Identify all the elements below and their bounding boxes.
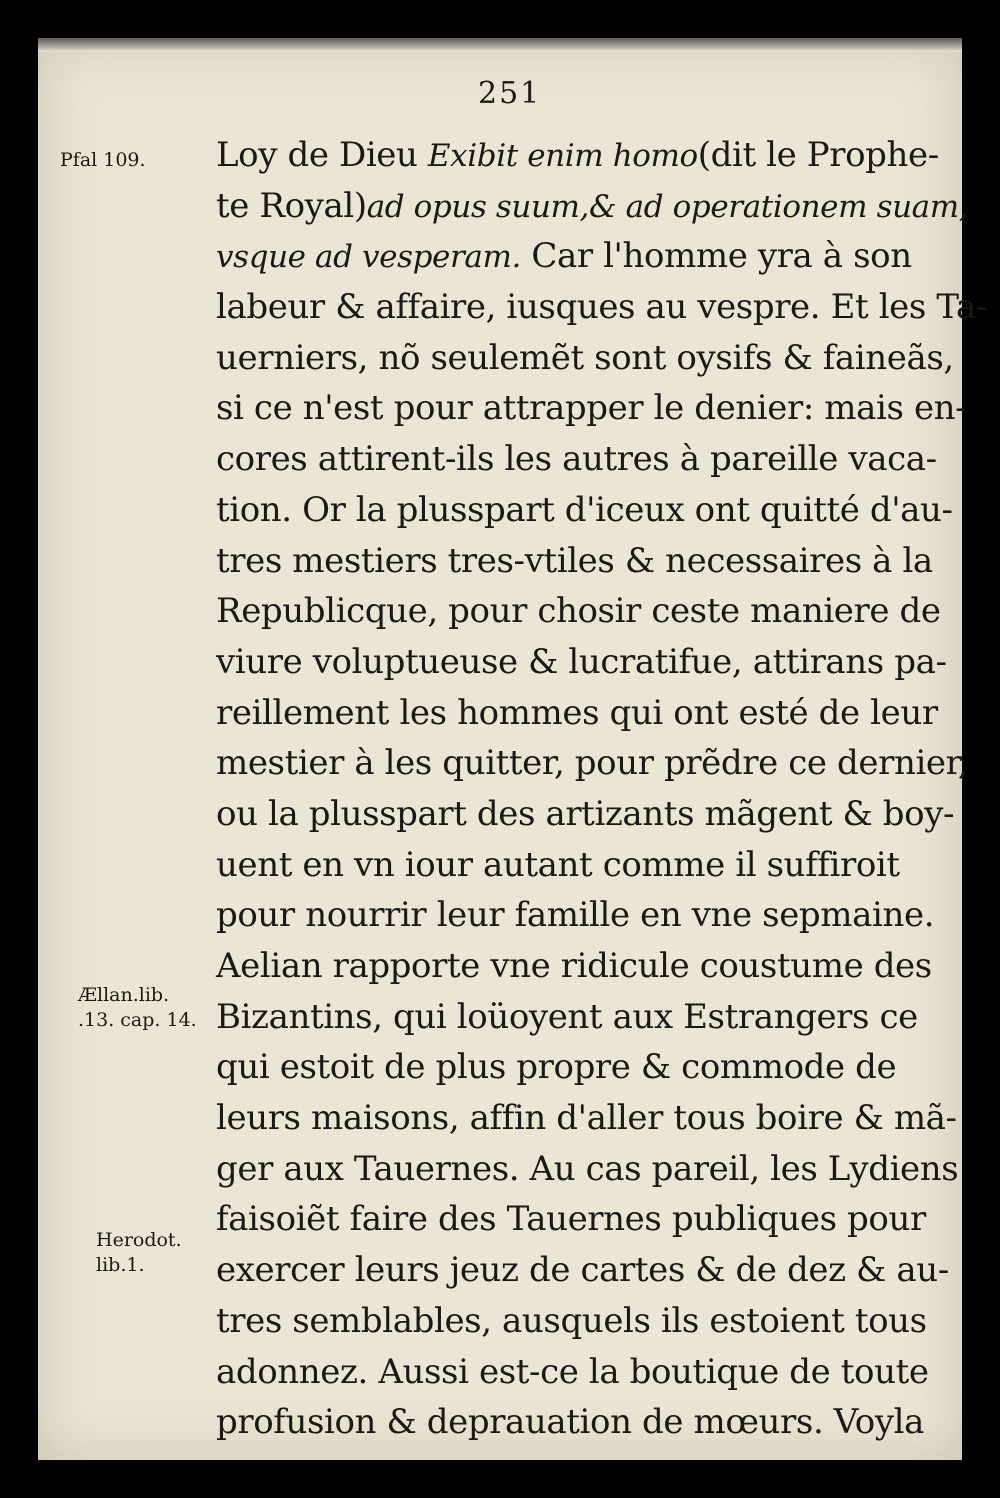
margin-note-psalm: Pfal 109. (60, 149, 146, 171)
text-line-roman: uerniers, nõ seulemẽt sont oysifs & faineãs, (216, 337, 954, 378)
page-number: 251 (478, 76, 542, 111)
text-line-roman: ou la plusspart des artizants mãgent & boy- (216, 793, 955, 834)
text-line (216, 333, 954, 384)
text-line-roman: cores attirent-ils les autres à pareille vaca- (216, 439, 937, 480)
text-line (216, 1042, 926, 1093)
text-line (216, 1144, 959, 1195)
text-line (216, 1296, 926, 1347)
text-line-tail: (dit le Prophe- (697, 135, 939, 175)
text-line-roman: si ce n'est pour attrapper le denier: mais en- (216, 388, 967, 429)
text-line-roman: leurs maisons, affin d'aller tous boire & mã- (216, 1098, 957, 1139)
text-line-roman: Loy de Dieu (216, 135, 428, 175)
text-line (216, 738, 969, 789)
text-line-roman: profusion & deprauation de mœurs. Voyla (216, 1402, 925, 1443)
text-line (216, 1093, 957, 1144)
text-line-italic: vsque ad vesperam. (216, 239, 521, 276)
text-line-roman: tion. Or la plusspart d'iceux ont quitté d'au- (216, 489, 953, 530)
text-line-roman: Bizantins, qui loüoyent aux Estrangers ce (216, 996, 918, 1037)
text-line-roman: qui estoit de plus propre & commode de (216, 1047, 897, 1088)
text-line (216, 688, 938, 739)
text-line (216, 840, 926, 891)
text-line-roman: mestier à les quitter, pour prẽdre ce dernier, (216, 743, 969, 784)
margin-note-line: .13. cap. 14. (78, 1009, 197, 1031)
margin-note-line: Ællan.lib. (78, 984, 170, 1006)
text-line (216, 231, 926, 282)
body-text (216, 130, 987, 1448)
text-line (216, 890, 935, 941)
text-line-italic: ad opus suum,& ad operationem suam, (366, 188, 969, 225)
margin-note-line: Herodot. (96, 1229, 182, 1251)
margin-note-herodot (96, 1228, 182, 1278)
text-line (216, 789, 955, 840)
text-line (216, 485, 953, 536)
margin-note-aelian (78, 983, 197, 1033)
text-line-tail: Car l'homme yra à son (520, 236, 912, 277)
text-line (216, 282, 987, 333)
text-line-roman: labeur & affaire, iusques au vespre. Et les Ta- (216, 287, 987, 328)
text-line-roman: ger aux Tauernes. Au cas pareil, les Lydiens (216, 1148, 959, 1189)
margin-note-line: lib.1. (96, 1254, 145, 1276)
text-line-roman: reillement les hommes qui ont esté de leur (216, 692, 938, 733)
text-line (216, 130, 939, 181)
text-line-roman: Aelian rapporte vne ridicule coustume des (216, 946, 932, 986)
text-line (216, 434, 937, 485)
text-line-roman: faisoiẽt faire des Tauernes publiques pour (216, 1199, 926, 1240)
text-line (216, 536, 933, 587)
text-line-roman: viure voluptueuse & lucratifue, attirans pa- (216, 641, 947, 682)
text-line-roman: uent en vn iour autant comme il suffiroit (216, 844, 900, 885)
text-line (216, 1397, 926, 1448)
book-page (38, 38, 987, 1460)
text-line (216, 383, 967, 434)
text-line (216, 1347, 929, 1398)
text-line-roman: tres mestiers tres-vtiles & necessaires à la (216, 540, 933, 581)
text-line-roman: Republicque, pour chosir ceste maniere de (216, 591, 941, 632)
text-line-italic: Exibit enim homo (427, 138, 698, 174)
text-line (216, 1194, 926, 1245)
text-line-roman: te Royal) (216, 185, 367, 226)
text-line (216, 992, 926, 1043)
text-line (216, 181, 969, 232)
text-line-roman: exercer leurs jeuz de cartes & de dez & au- (216, 1250, 949, 1291)
text-line (216, 1245, 949, 1296)
text-line-roman: pour nourrir leur famille en vne sepmaine. (216, 895, 935, 936)
text-line (216, 586, 941, 637)
text-line (216, 941, 932, 992)
text-line-roman: tres semblables, ausquels ils estoient tous (216, 1300, 927, 1341)
text-line (216, 637, 947, 688)
text-line-roman: adonnez. Aussi est-ce la boutique de toute (216, 1351, 929, 1392)
page-edge-shadow (38, 38, 962, 52)
